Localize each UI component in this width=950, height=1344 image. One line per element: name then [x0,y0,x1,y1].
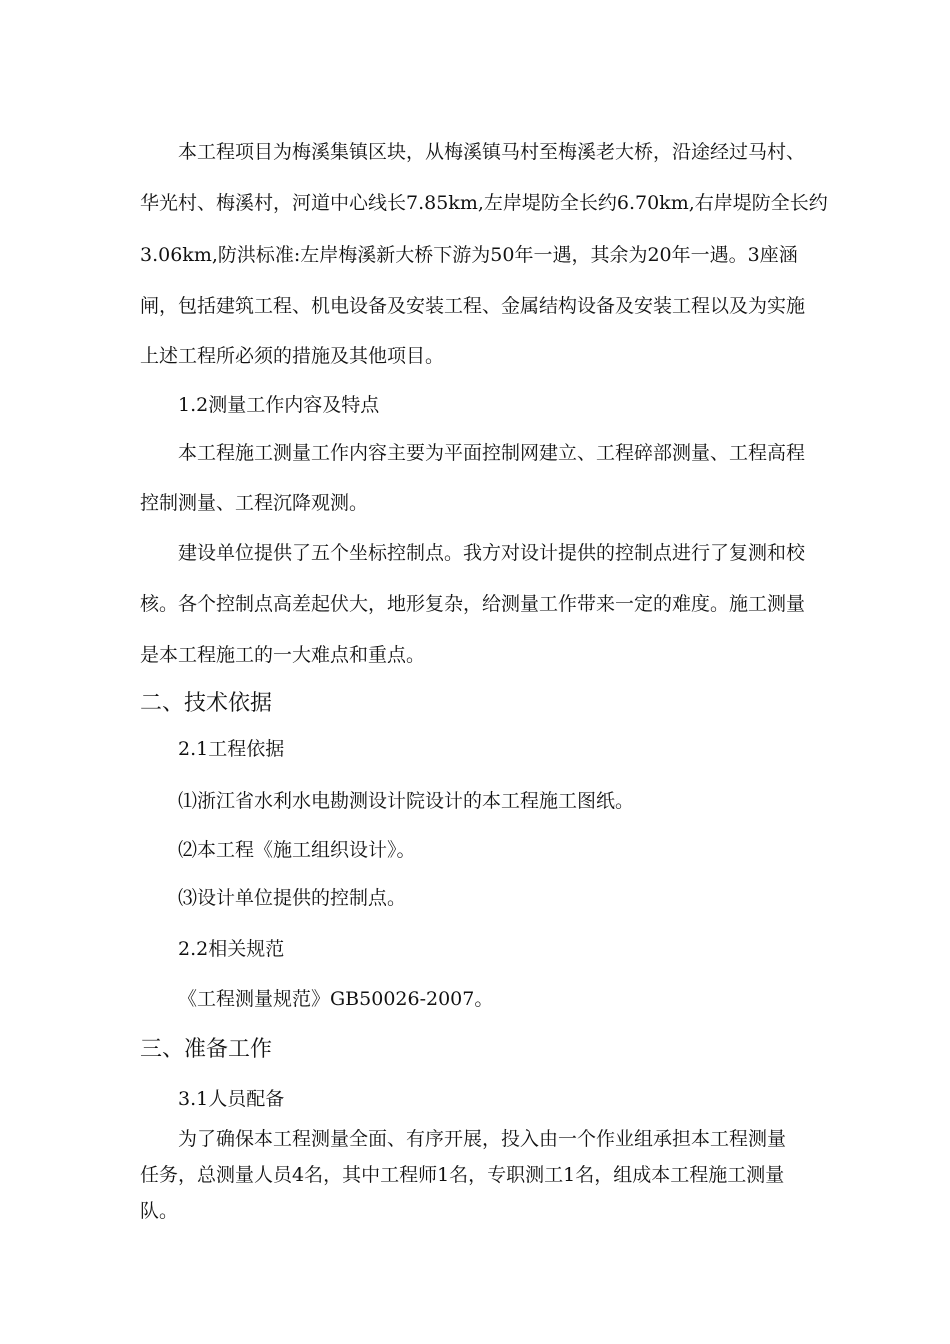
list-item: ⑶设计单位提供的控制点。 [178,887,407,909]
paragraph-line: 建设单位提供了五个坐标控制点。我方对设计提供的控制点进行了复测和校 [178,542,806,564]
subsection-heading-1-2: 1.2测量工作内容及特点 [178,394,380,416]
subsection-heading-2-1: 2.1工程依据 [178,738,285,760]
paragraph-line: 本工程施工测量工作内容主要为平面控制网建立、工程碎部测量、工程高程 [178,442,806,464]
section-heading-3: 三、准备工作 [140,1037,273,1062]
list-item: ⑵本工程《施工组织设计》。 [178,839,416,861]
section-heading-2: 二、技术依据 [140,691,273,716]
paragraph-line: 核。各个控制点高差起伏大，地形复杂，给测量工作带来一定的难度。施工测量 [140,593,806,615]
paragraph-line: 本工程项目为梅溪集镇区块，从梅溪镇马村至梅溪老大桥，沿途经过马村、 [178,141,806,163]
paragraph-line: 为了确保本工程测量全面、有序开展，投入由一个作业组承担本工程测量 [178,1128,787,1150]
paragraph-line: 闸，包括建筑工程、机电设备及安装工程、金属结构设备及安装工程以及为实施 [140,295,806,317]
spec-reference: 《工程测量规范》GB50026-2007。 [178,988,494,1010]
paragraph-line: 华光村、梅溪村，河道中心线长7.85km,左岸堤防全长约6.70km,右岸堤防全长约 [140,192,828,214]
subsection-heading-3-1: 3.1人员配备 [178,1088,285,1110]
paragraph-line: 是本工程施工的一大难点和重点。 [140,644,426,666]
paragraph-line: 3.06km,防洪标准:左岸梅溪新大桥下游为50年一遇，其余为20年一遇。3座涵 [140,244,798,266]
paragraph-line: 任务，总测量人员4名，其中工程师1名，专职测工1名，组成本工程施工测量 [140,1164,785,1186]
subsection-heading-2-2: 2.2相关规范 [178,938,285,960]
paragraph-line: 队。 [140,1200,179,1222]
paragraph-line: 控制测量、工程沉降观测。 [140,492,369,514]
list-item: ⑴浙江省水利水电勘测设计院设计的本工程施工图纸。 [178,790,635,812]
paragraph-line: 上述工程所必须的措施及其他项目。 [140,345,445,367]
